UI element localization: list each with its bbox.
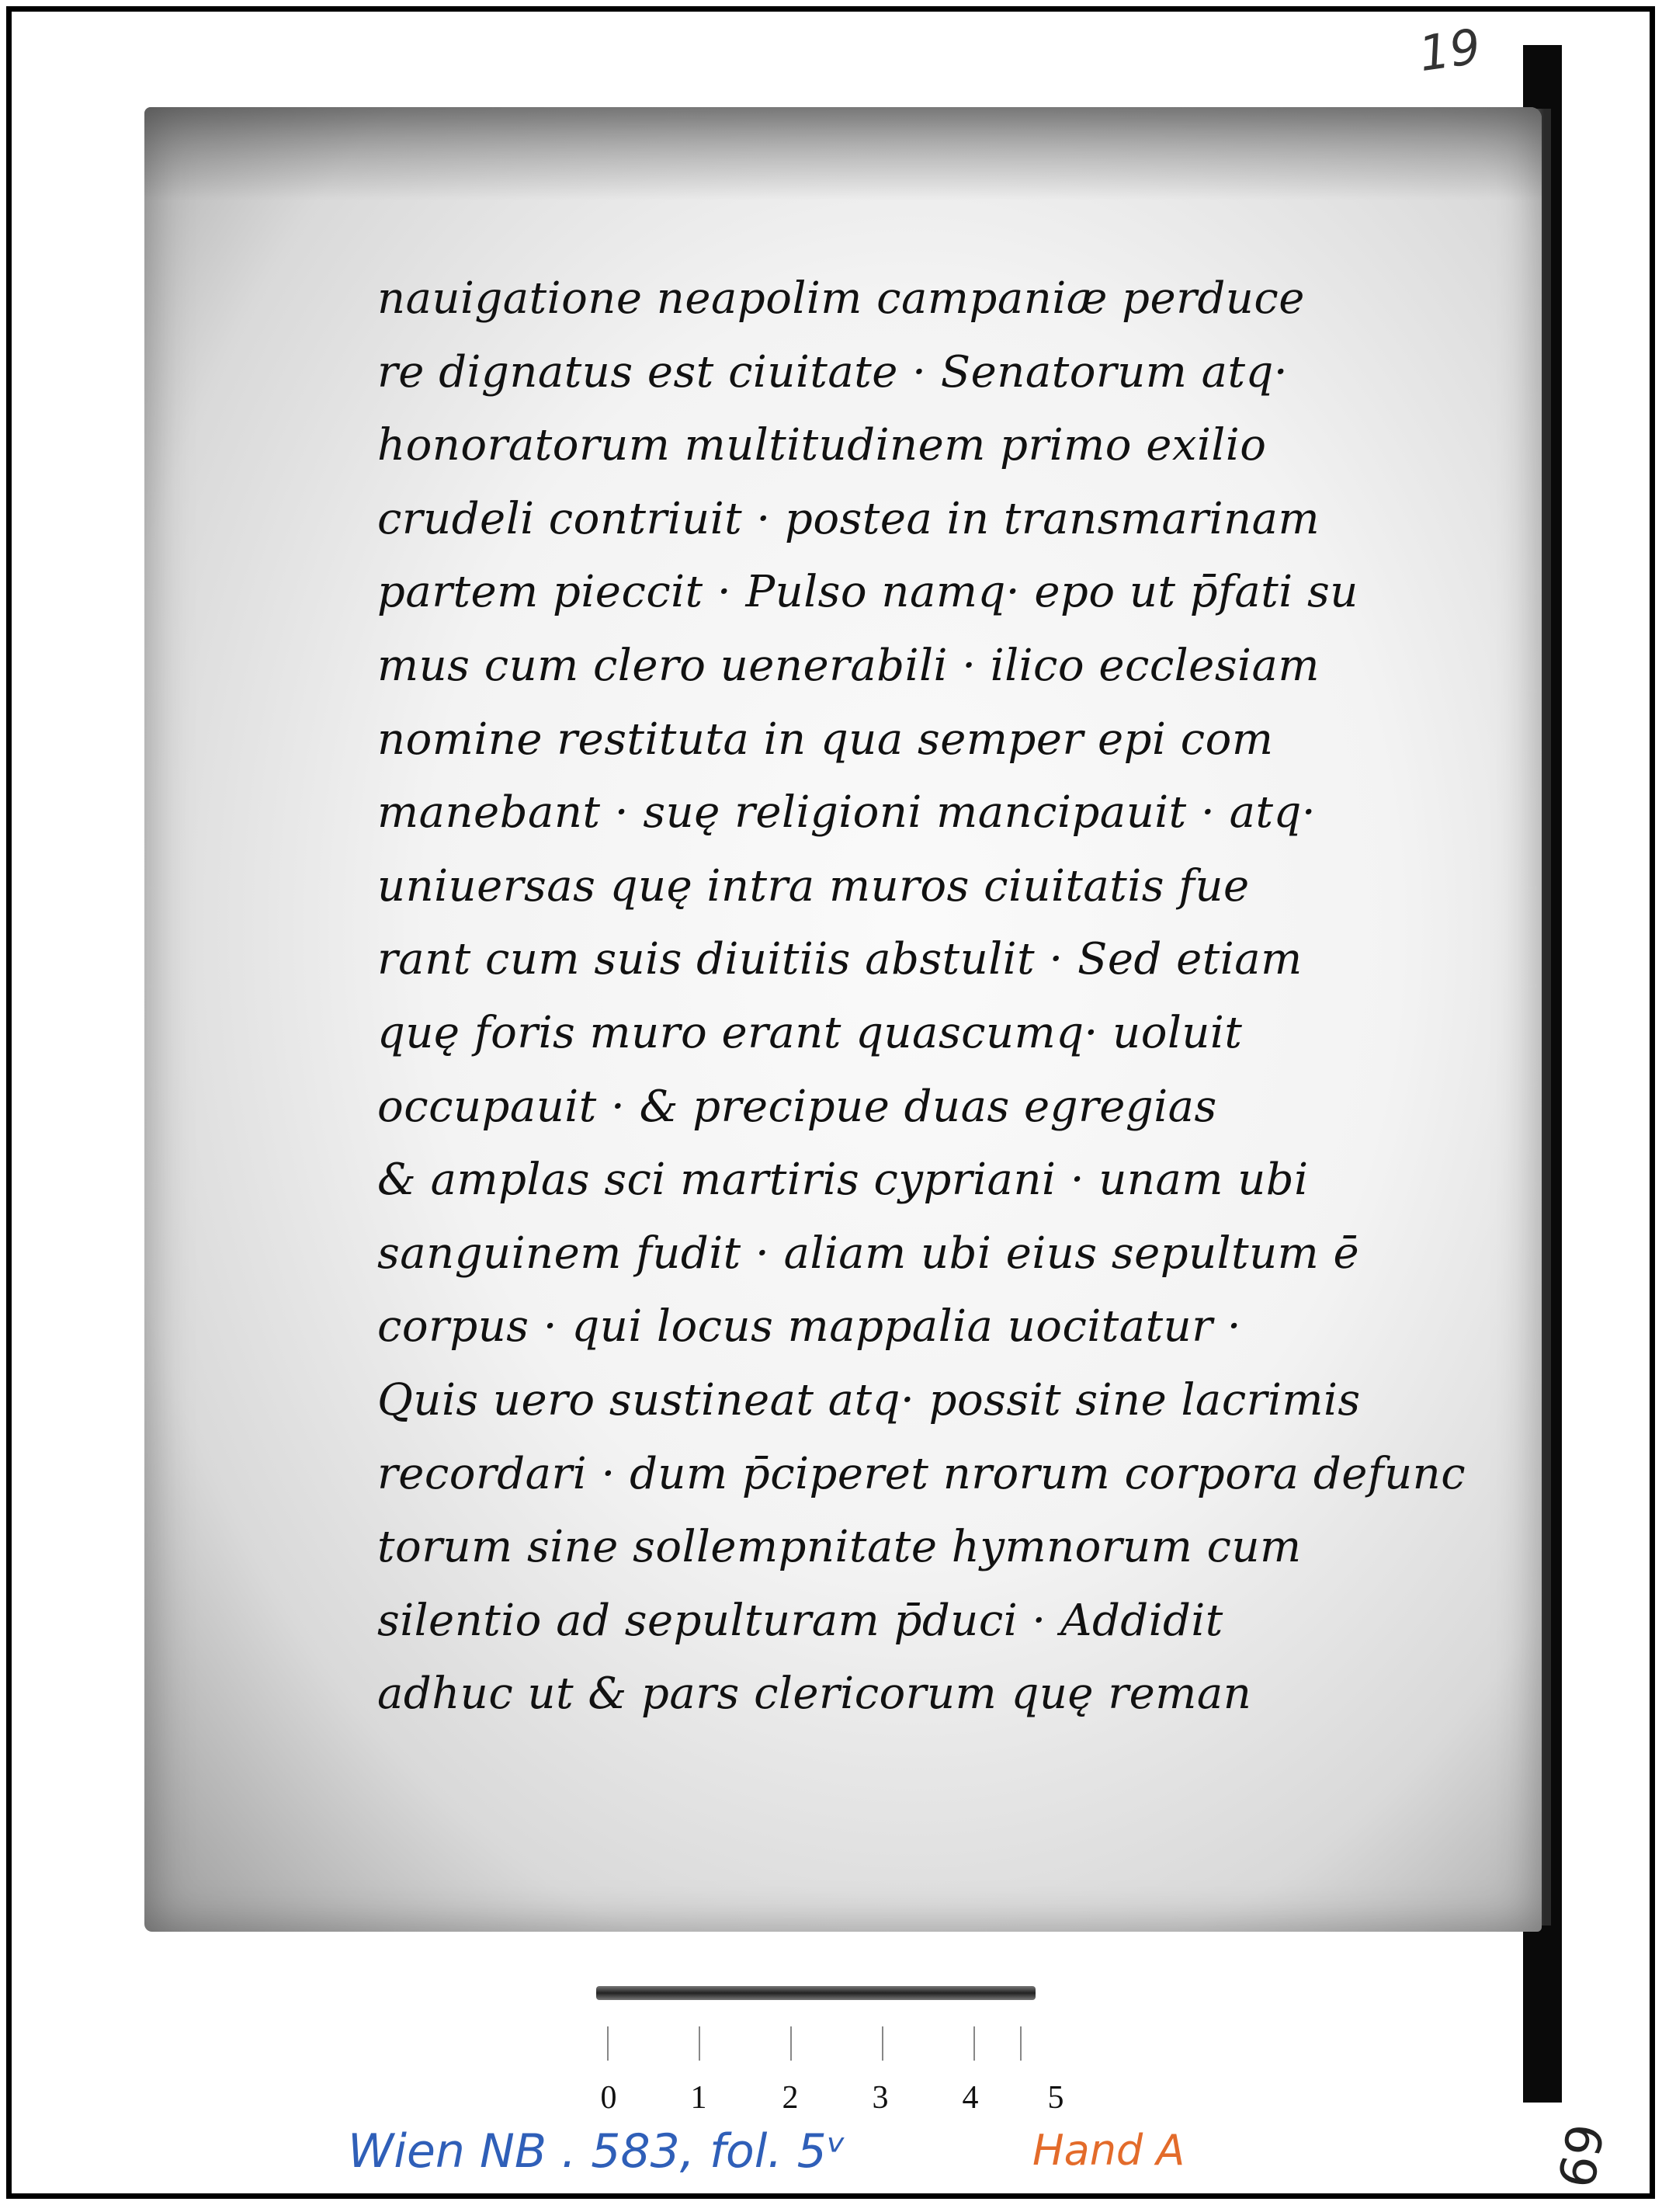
manuscript-line: silentio ad sepulturam p̄duci · Addidit	[377, 1595, 1223, 1646]
leaf-top-shadow	[144, 107, 1542, 200]
scale-tick	[882, 2026, 883, 2061]
manuscript-line: nomine restituta in qua semper epi com	[377, 714, 1274, 765]
scale-tick	[790, 2026, 792, 2061]
scale-label: 4	[962, 2080, 979, 2116]
manuscript-line: uniuersas quę intra muros ciuitatis fue	[377, 860, 1250, 912]
scale-label: 2	[782, 2080, 799, 2116]
scale-label: 5	[1047, 2080, 1064, 2116]
manuscript-line: nauigatione neapolim campaniæ perduce	[377, 273, 1305, 324]
manuscript-line: honoratorum multitudinem primo exilio	[377, 420, 1267, 471]
manuscript-line: & amplas sci martiris cypriani · unam ubi	[377, 1155, 1309, 1206]
manuscript-line: manebant · suę religioni mancipauit · atq·	[377, 787, 1317, 839]
hand-annotation: Hand A	[1032, 2126, 1185, 2175]
manuscript-line: adhuc ut & pars clericorum quę reman	[377, 1669, 1252, 1720]
scale-bar	[596, 1986, 1036, 2000]
manuscript-line: occupauit · & precipue duas egregias	[377, 1081, 1217, 1132]
scale-ticks	[602, 2026, 1022, 2073]
scale-tick	[607, 2026, 609, 2061]
manuscript-line: corpus · qui locus mappalia uocitatur ·	[377, 1301, 1242, 1353]
scale-tick	[973, 2026, 975, 2061]
margin-mark: 69	[1549, 2120, 1617, 2193]
scale-label: 3	[872, 2080, 889, 2116]
scale-tick	[699, 2026, 700, 2061]
manuscript-line: Quis uero sustineat atq· possit sine lacrimis	[377, 1374, 1361, 1425]
folio-number: 19	[1415, 17, 1484, 83]
manuscript-line: mus cum clero uenerabili · ilico ecclesiam	[377, 640, 1320, 691]
manuscript-line: sanguinem fudit · aliam ubi eius sepultum ē	[377, 1228, 1360, 1279]
manuscript-line: torum sine sollempnitate hymnorum cum	[377, 1522, 1302, 1573]
manuscript-line: rant cum suis diuitiis abstulit · Sed etiam	[377, 934, 1303, 985]
scale-label: 1	[690, 2080, 707, 2116]
manuscript-line: recordari · dum p̄ciperet nrorum corpora defunc	[377, 1448, 1466, 1499]
scale-label: 0	[600, 2080, 617, 2116]
shelfmark-annotation: Wien NB . 583, fol. 5ᵛ	[348, 2124, 846, 2179]
manuscript-text-block	[377, 262, 1464, 1731]
manuscript-line: partem pieccit · Pulso namq· epo ut p̄fati su	[377, 567, 1358, 618]
manuscript-line: crudeli contriuit · postea in transmarinam	[377, 493, 1320, 544]
manuscript-line: quę foris muro erant quascumq· uoluit	[377, 1007, 1243, 1058]
manuscript-line: re dignatus est ciuitate · Senatorum atq·	[377, 346, 1289, 398]
scale-tick	[1020, 2026, 1022, 2061]
scale-labels	[596, 2079, 1064, 2126]
